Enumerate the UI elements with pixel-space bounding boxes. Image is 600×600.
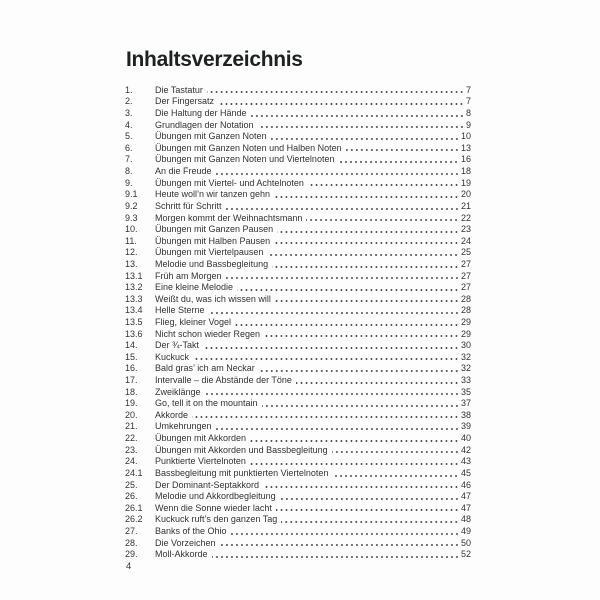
toc-entry-number: 26.1: [125, 502, 143, 513]
toc-entry-number: 9.3: [125, 212, 138, 223]
toc-entry: [125, 200, 471, 212]
toc-entry-title: Nicht schon wieder Regen: [155, 328, 261, 339]
dot-leader: [338, 161, 459, 163]
toc-entry-title: Die Vorzeichen: [155, 537, 216, 548]
dot-leader: [280, 498, 459, 500]
toc-entry: [125, 258, 471, 270]
toc-entry-number: 27.: [125, 525, 138, 536]
toc-entry-title: Punktierte Viertelnoten: [155, 456, 246, 467]
toc-entry-title: Schritt für Schritt: [155, 200, 222, 211]
toc-entry: [125, 421, 471, 433]
dot-leader: [275, 300, 459, 302]
dot-leader: [192, 416, 459, 418]
dot-leader: [251, 115, 464, 117]
toc-entry-page: 9: [465, 119, 471, 130]
toc-entry-title: Früh am Morgen: [155, 270, 222, 281]
toc-entry-page: 48: [460, 514, 471, 525]
toc-entry: [125, 119, 471, 131]
toc-entry: [125, 432, 471, 444]
toc-entry: [125, 537, 471, 549]
toc-entry: [125, 247, 471, 259]
toc-entry-number: 13.3: [125, 293, 143, 304]
toc-entry-title: Der ¾-Takt: [155, 340, 200, 351]
toc-entry-page: 27: [460, 258, 471, 269]
dot-leader: [296, 382, 459, 384]
toc-entry: [125, 107, 471, 119]
page-title: Inhaltsverzeichnis: [126, 48, 303, 72]
toc-entry: [125, 467, 471, 479]
toc-entry-number: 29.: [125, 549, 138, 560]
toc-entry-title: Übungen mit Akkorden: [155, 433, 247, 444]
toc-entry-number: 18.: [125, 386, 138, 397]
dot-leader: [203, 347, 459, 349]
toc-entry-page: 13: [460, 142, 471, 153]
toc-entry-title: Intervalle – die Abstände der Töne: [155, 375, 292, 386]
toc-entry-title: Übungen mit Viertel- und Achtelnoten: [155, 177, 304, 188]
toc-entry-title: Heute woll’n wir tanzen gehn: [155, 189, 271, 200]
dot-leader: [276, 509, 459, 511]
toc-entry: [125, 502, 471, 514]
toc-entry-title: Weißt du, was ich wissen will: [155, 293, 271, 304]
toc-entry-number: 8.: [125, 166, 133, 177]
toc-entry-page: 23: [460, 224, 471, 235]
toc-entry-number: 13.5: [125, 316, 143, 327]
toc-entry: [125, 223, 471, 235]
toc-entry-title: Wenn die Sonne wieder lacht: [155, 502, 272, 513]
toc-entry-title: Übungen mit Halben Pausen: [155, 235, 271, 246]
dot-leader: [258, 126, 464, 128]
toc-entry: [125, 339, 471, 351]
toc-entry-number: 12.: [125, 247, 138, 258]
toc-entry-title: Moll-Akkorde: [155, 549, 208, 560]
dot-leader: [209, 312, 459, 314]
toc-entry-title: Eine kleine Melodie: [155, 282, 234, 293]
toc-entry-page: 46: [460, 479, 471, 490]
toc-entry: [125, 386, 471, 398]
toc-entry-page: 20: [460, 189, 471, 200]
toc-entry-title: Übungen mit Ganzen Noten und Viertelnoten: [155, 154, 335, 165]
toc-entry-title: Melodie und Bassbegleitung: [155, 258, 269, 269]
dot-leader: [264, 335, 459, 337]
toc-entry: [125, 293, 471, 305]
dot-leader: [250, 463, 459, 465]
toc-entry-title: Morgen kommt der Weihnachtsmann: [155, 212, 303, 223]
dot-leader: [272, 266, 459, 268]
toc-entry-page: 32: [460, 351, 471, 362]
toc-entry-page: 7: [465, 96, 471, 107]
toc-entry: [125, 328, 471, 340]
toc-entry-page: 35: [460, 386, 471, 397]
toc-entry-number: 20.: [125, 409, 138, 420]
toc-entry-number: 25.: [125, 479, 138, 490]
toc-entry-page: 29: [460, 316, 471, 327]
toc-entry-page: 40: [460, 433, 471, 444]
dot-leader: [235, 324, 459, 326]
toc-entry-page: 24: [460, 235, 471, 246]
toc-entry-page: 19: [460, 177, 471, 188]
dot-leader: [274, 242, 459, 244]
toc-entry: [125, 514, 471, 526]
toc-entry-number: 3.: [125, 108, 133, 119]
toc-entry-number: 23.: [125, 444, 138, 455]
toc-entry: [125, 525, 471, 537]
toc-entry: [125, 490, 471, 502]
dot-leader: [262, 405, 459, 407]
toc-entry-page: 45: [460, 467, 471, 478]
toc-entry-title: Übungen mit Ganzen Noten: [155, 131, 267, 142]
toc-entry: [125, 212, 471, 224]
dot-leader: [250, 440, 459, 442]
toc-entry: [125, 409, 471, 421]
toc-entry-page: 7: [465, 84, 471, 95]
toc-entry-title: Helle Sterne: [155, 305, 205, 316]
toc-entry-title: Flieg, kleiner Vogel: [155, 316, 232, 327]
dot-leader: [207, 91, 464, 93]
toc-entry-number: 19.: [125, 398, 138, 409]
toc-entry-number: 13.: [125, 258, 138, 269]
dot-leader: [216, 428, 459, 430]
dot-leader: [193, 358, 459, 360]
toc-entry-number: 22.: [125, 433, 138, 444]
toc-entry: [125, 397, 471, 409]
toc-entry-number: 21.: [125, 421, 138, 432]
toc-entry-title: Übungen mit Ganzen Noten und Halben Noten: [155, 142, 342, 153]
toc-entry: [125, 177, 471, 189]
dot-leader: [277, 231, 459, 233]
toc-entry: [125, 316, 471, 328]
toc-entry-page: 8: [465, 108, 471, 119]
dot-leader: [237, 289, 459, 291]
toc-entry-page: 10: [460, 131, 471, 142]
toc-entry-number: 5.: [125, 131, 133, 142]
dot-leader: [231, 533, 459, 535]
toc-entry: [125, 84, 471, 96]
toc-entry-number: 4.: [125, 119, 133, 130]
toc-entry: [125, 96, 471, 108]
toc-entry: [125, 479, 471, 491]
toc-entry-number: 14.: [125, 340, 138, 351]
toc-entry-title: Kuckuck ruft’s den ganzen Tag: [155, 514, 278, 525]
toc-entry-title: Die Haltung der Hände: [155, 108, 247, 119]
dot-leader: [332, 451, 459, 453]
toc-entry-number: 24.1: [125, 467, 143, 478]
toc-entry-page: 38: [460, 409, 471, 420]
toc-entry-page: 42: [460, 444, 471, 455]
toc-entry-title: Melodie und Akkordbegleitung: [155, 491, 276, 502]
dot-leader: [212, 556, 459, 558]
dot-leader: [271, 138, 459, 140]
toc-entry-number: 7.: [125, 154, 133, 165]
toc-entry-page: 43: [460, 456, 471, 467]
dot-leader: [216, 173, 459, 175]
toc-entry: [125, 351, 471, 363]
toc-entry: [125, 165, 471, 177]
toc-entry-page: 49: [460, 525, 471, 536]
dot-leader: [267, 254, 459, 256]
toc-entry-number: 9.2: [125, 200, 138, 211]
toc-entry-page: 37: [460, 398, 471, 409]
toc-entry-number: 28.: [125, 537, 138, 548]
toc-entry-page: 27: [460, 270, 471, 281]
toc-entry-number: 16.: [125, 363, 138, 374]
toc-entry-number: 13.6: [125, 328, 143, 339]
toc-entry-title: Kuckuck: [155, 351, 190, 362]
toc-entry-title: An die Freude: [155, 166, 212, 177]
dot-leader: [332, 475, 459, 477]
toc-entry: [125, 444, 471, 456]
toc-entry-number: 6.: [125, 142, 133, 153]
dot-leader: [226, 277, 459, 279]
toc-entry-title: Übungen mit Akkorden und Bassbegleitung: [155, 444, 328, 455]
toc-entry-number: 26.2: [125, 514, 143, 525]
toc-entry: [125, 188, 471, 200]
dot-leader: [259, 370, 459, 372]
toc-entry-title: Umkehrungen: [155, 421, 212, 432]
dot-leader: [308, 184, 459, 186]
toc-entry-title: Der Fingersatz: [155, 96, 215, 107]
toc-entry-number: 24.: [125, 456, 138, 467]
toc-entry: [125, 548, 471, 560]
toc-entry: [125, 305, 471, 317]
toc-entry-number: 13.4: [125, 305, 143, 316]
dot-leader: [346, 149, 459, 151]
toc-entry-title: Die Tastatur: [155, 84, 203, 95]
toc-entry-page: 47: [460, 502, 471, 513]
toc-entry-title: Der Dominant-Septakkord: [155, 479, 260, 490]
dot-leader: [306, 219, 459, 221]
toc-entry-number: 13.2: [125, 282, 143, 293]
toc-entry-page: 39: [460, 421, 471, 432]
toc-entry: [125, 130, 471, 142]
toc-entry-number: 15.: [125, 351, 138, 362]
toc-entry-number: 26.: [125, 491, 138, 502]
toc-entry-page: 18: [460, 166, 471, 177]
toc-entry-title: Zweiklänge: [155, 386, 201, 397]
toc-entry-number: 9.: [125, 177, 133, 188]
toc-entry-number: 1.: [125, 84, 133, 95]
toc-entry-number: 10.: [125, 224, 138, 235]
dot-leader: [263, 486, 459, 488]
dot-leader: [274, 196, 459, 198]
toc-entry-number: 9.1: [125, 189, 138, 200]
toc-entry-page: 21: [460, 200, 471, 211]
toc-entry: [125, 281, 471, 293]
toc-list: [125, 84, 471, 560]
toc-entry-number: 13.1: [125, 270, 143, 281]
dot-leader: [281, 521, 459, 523]
dot-leader: [205, 393, 459, 395]
dot-leader: [226, 208, 459, 210]
toc-entry-page: 52: [460, 549, 471, 560]
toc-entry-page: 30: [460, 340, 471, 351]
toc-entry-page: 33: [460, 375, 471, 386]
toc-entry-title: Bassbegleitung mit punktierten Viertelnoten: [155, 467, 329, 478]
toc-entry-page: 28: [460, 305, 471, 316]
toc-entry-page: 25: [460, 247, 471, 258]
toc-entry-page: 22: [460, 212, 471, 223]
toc-entry-page: 29: [460, 328, 471, 339]
footer-page-number: 4: [126, 561, 132, 572]
toc-entry-number: 2.: [125, 96, 133, 107]
toc-entry-page: 50: [460, 537, 471, 548]
toc-entry-page: 28: [460, 293, 471, 304]
dot-leader: [220, 544, 459, 546]
toc-entry-title: Go, tell it on the mountain: [155, 398, 258, 409]
toc-entry: [125, 374, 471, 386]
toc-entry: [125, 142, 471, 154]
toc-entry-page: 47: [460, 491, 471, 502]
toc-entry-title: Grundlagen der Notation: [155, 119, 254, 130]
toc-entry-title: Übungen mit Viertelpausen: [155, 247, 264, 258]
toc-entry-title: Bald gras’ ich am Neckar: [155, 363, 255, 374]
toc-entry-number: 17.: [125, 375, 138, 386]
toc-entry-title: Akkorde: [155, 409, 189, 420]
toc-entry: [125, 270, 471, 282]
toc-entry-number: 11.: [125, 235, 137, 246]
toc-entry: [125, 363, 471, 375]
toc-entry-title: Übungen mit Ganzen Pausen: [155, 224, 274, 235]
toc-entry: [125, 235, 471, 247]
toc-entry-page: 32: [460, 363, 471, 374]
toc-entry: [125, 154, 471, 166]
toc-entry: [125, 456, 471, 468]
dot-leader: [218, 103, 464, 105]
toc-entry-page: 27: [460, 282, 471, 293]
toc-entry-page: 16: [460, 154, 471, 165]
toc-entry-title: Banks of the Ohio: [155, 525, 227, 536]
